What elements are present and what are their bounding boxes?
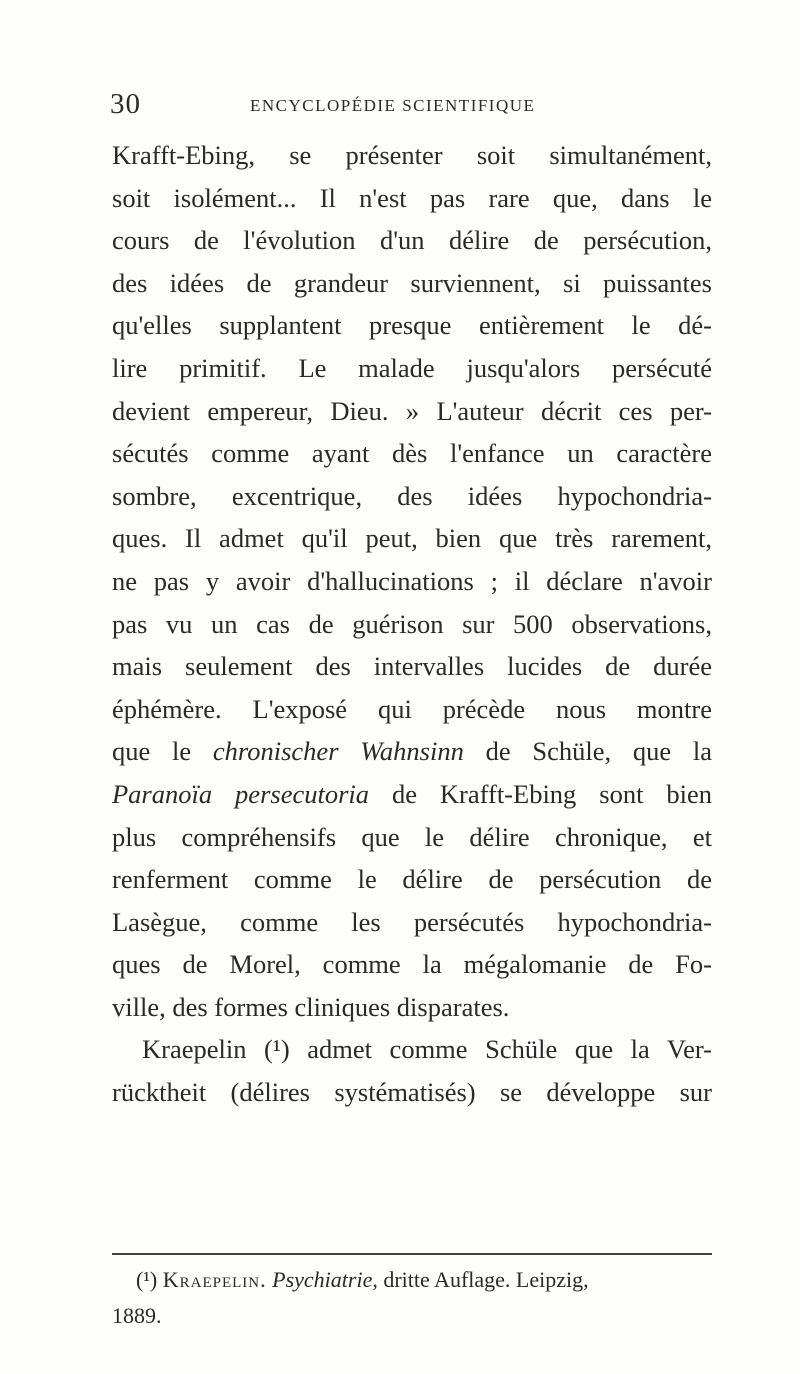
text-line: ville, des formes cliniques disparates. — [112, 991, 510, 1022]
page-number: 30 — [110, 88, 141, 120]
footnote-line — [112, 1262, 712, 1298]
text-line: qu'elles supplantent presque entièrement le dé- — [112, 310, 712, 341]
footnote-title: Psychiatrie, — [272, 1267, 378, 1292]
text-line: devient empereur, Dieu. » L'auteur décrit ces per- — [112, 395, 712, 426]
text-line: ne pas y avoir d'hallucinations ; il déclare n'avoir — [112, 565, 712, 596]
text-segment: que le — [112, 736, 213, 767]
page-header — [110, 88, 730, 118]
text-line: mais seulement des intervalles lucides de durée — [112, 651, 712, 682]
running-head: ENCYCLOPÉDIE SCIENTIFIQUE — [250, 96, 536, 115]
text-line: soit isolément... Il n'est pas rare que, dans le — [112, 182, 712, 213]
footnote-divider — [112, 1253, 712, 1255]
text-line: cours de l'évolution d'un délire de persécution, — [112, 225, 712, 256]
text-line: Krafft-Ebing, se présenter soit simultanément, — [112, 140, 712, 170]
text-line: sombre, excentrique, des idées hypochondria- — [112, 480, 712, 511]
text-line: plus compréhensifs que le délire chronique, et — [112, 821, 712, 852]
italic-term: chronischer Wahnsinn — [212, 736, 464, 767]
text-line: renferment comme le délire de persécution de — [112, 864, 712, 895]
text-line — [112, 773, 712, 816]
text-segment: de Krafft-Ebing sont bien — [369, 778, 712, 809]
footnote — [112, 1262, 712, 1334]
italic-term: Paranoïa persecutoria — [112, 778, 370, 809]
text-line — [112, 730, 712, 773]
text-line: pas vu un cas de guérison sur 500 observations, — [112, 608, 712, 639]
text-line: ques de Morel, comme la mégalomanie de Fo- — [112, 949, 712, 980]
footnote-year: 1889. — [112, 1303, 162, 1328]
text-segment: de Schüle, que la — [463, 736, 713, 767]
text-line: Kraepelin (¹) admet comme Schüle que la Ver- — [142, 1034, 712, 1065]
text-line: des idées de grandeur surviennent, si puissantes — [112, 267, 712, 298]
footnote-text: dritte Auflage. Leipzig, — [377, 1267, 589, 1292]
footnote-mark: (¹) — [136, 1267, 163, 1292]
text-line: Lasègue, comme les persécutés hypochondria- — [112, 906, 712, 937]
body-text — [112, 134, 712, 1114]
footnote-author: Kraepelin. — [162, 1267, 267, 1292]
text-line: sécutés comme ayant dès l'enfance un caractère — [112, 438, 712, 469]
text-line: éphémère. L'exposé qui précède nous montre — [112, 693, 712, 724]
text-line: lire primitif. Le malade jusqu'alors persécuté — [112, 352, 712, 383]
text-line: rücktheit (délires systématisés) se développe sur — [112, 1077, 712, 1108]
text-line: ques. Il admet qu'il peut, bien que très rarement, — [112, 523, 712, 554]
